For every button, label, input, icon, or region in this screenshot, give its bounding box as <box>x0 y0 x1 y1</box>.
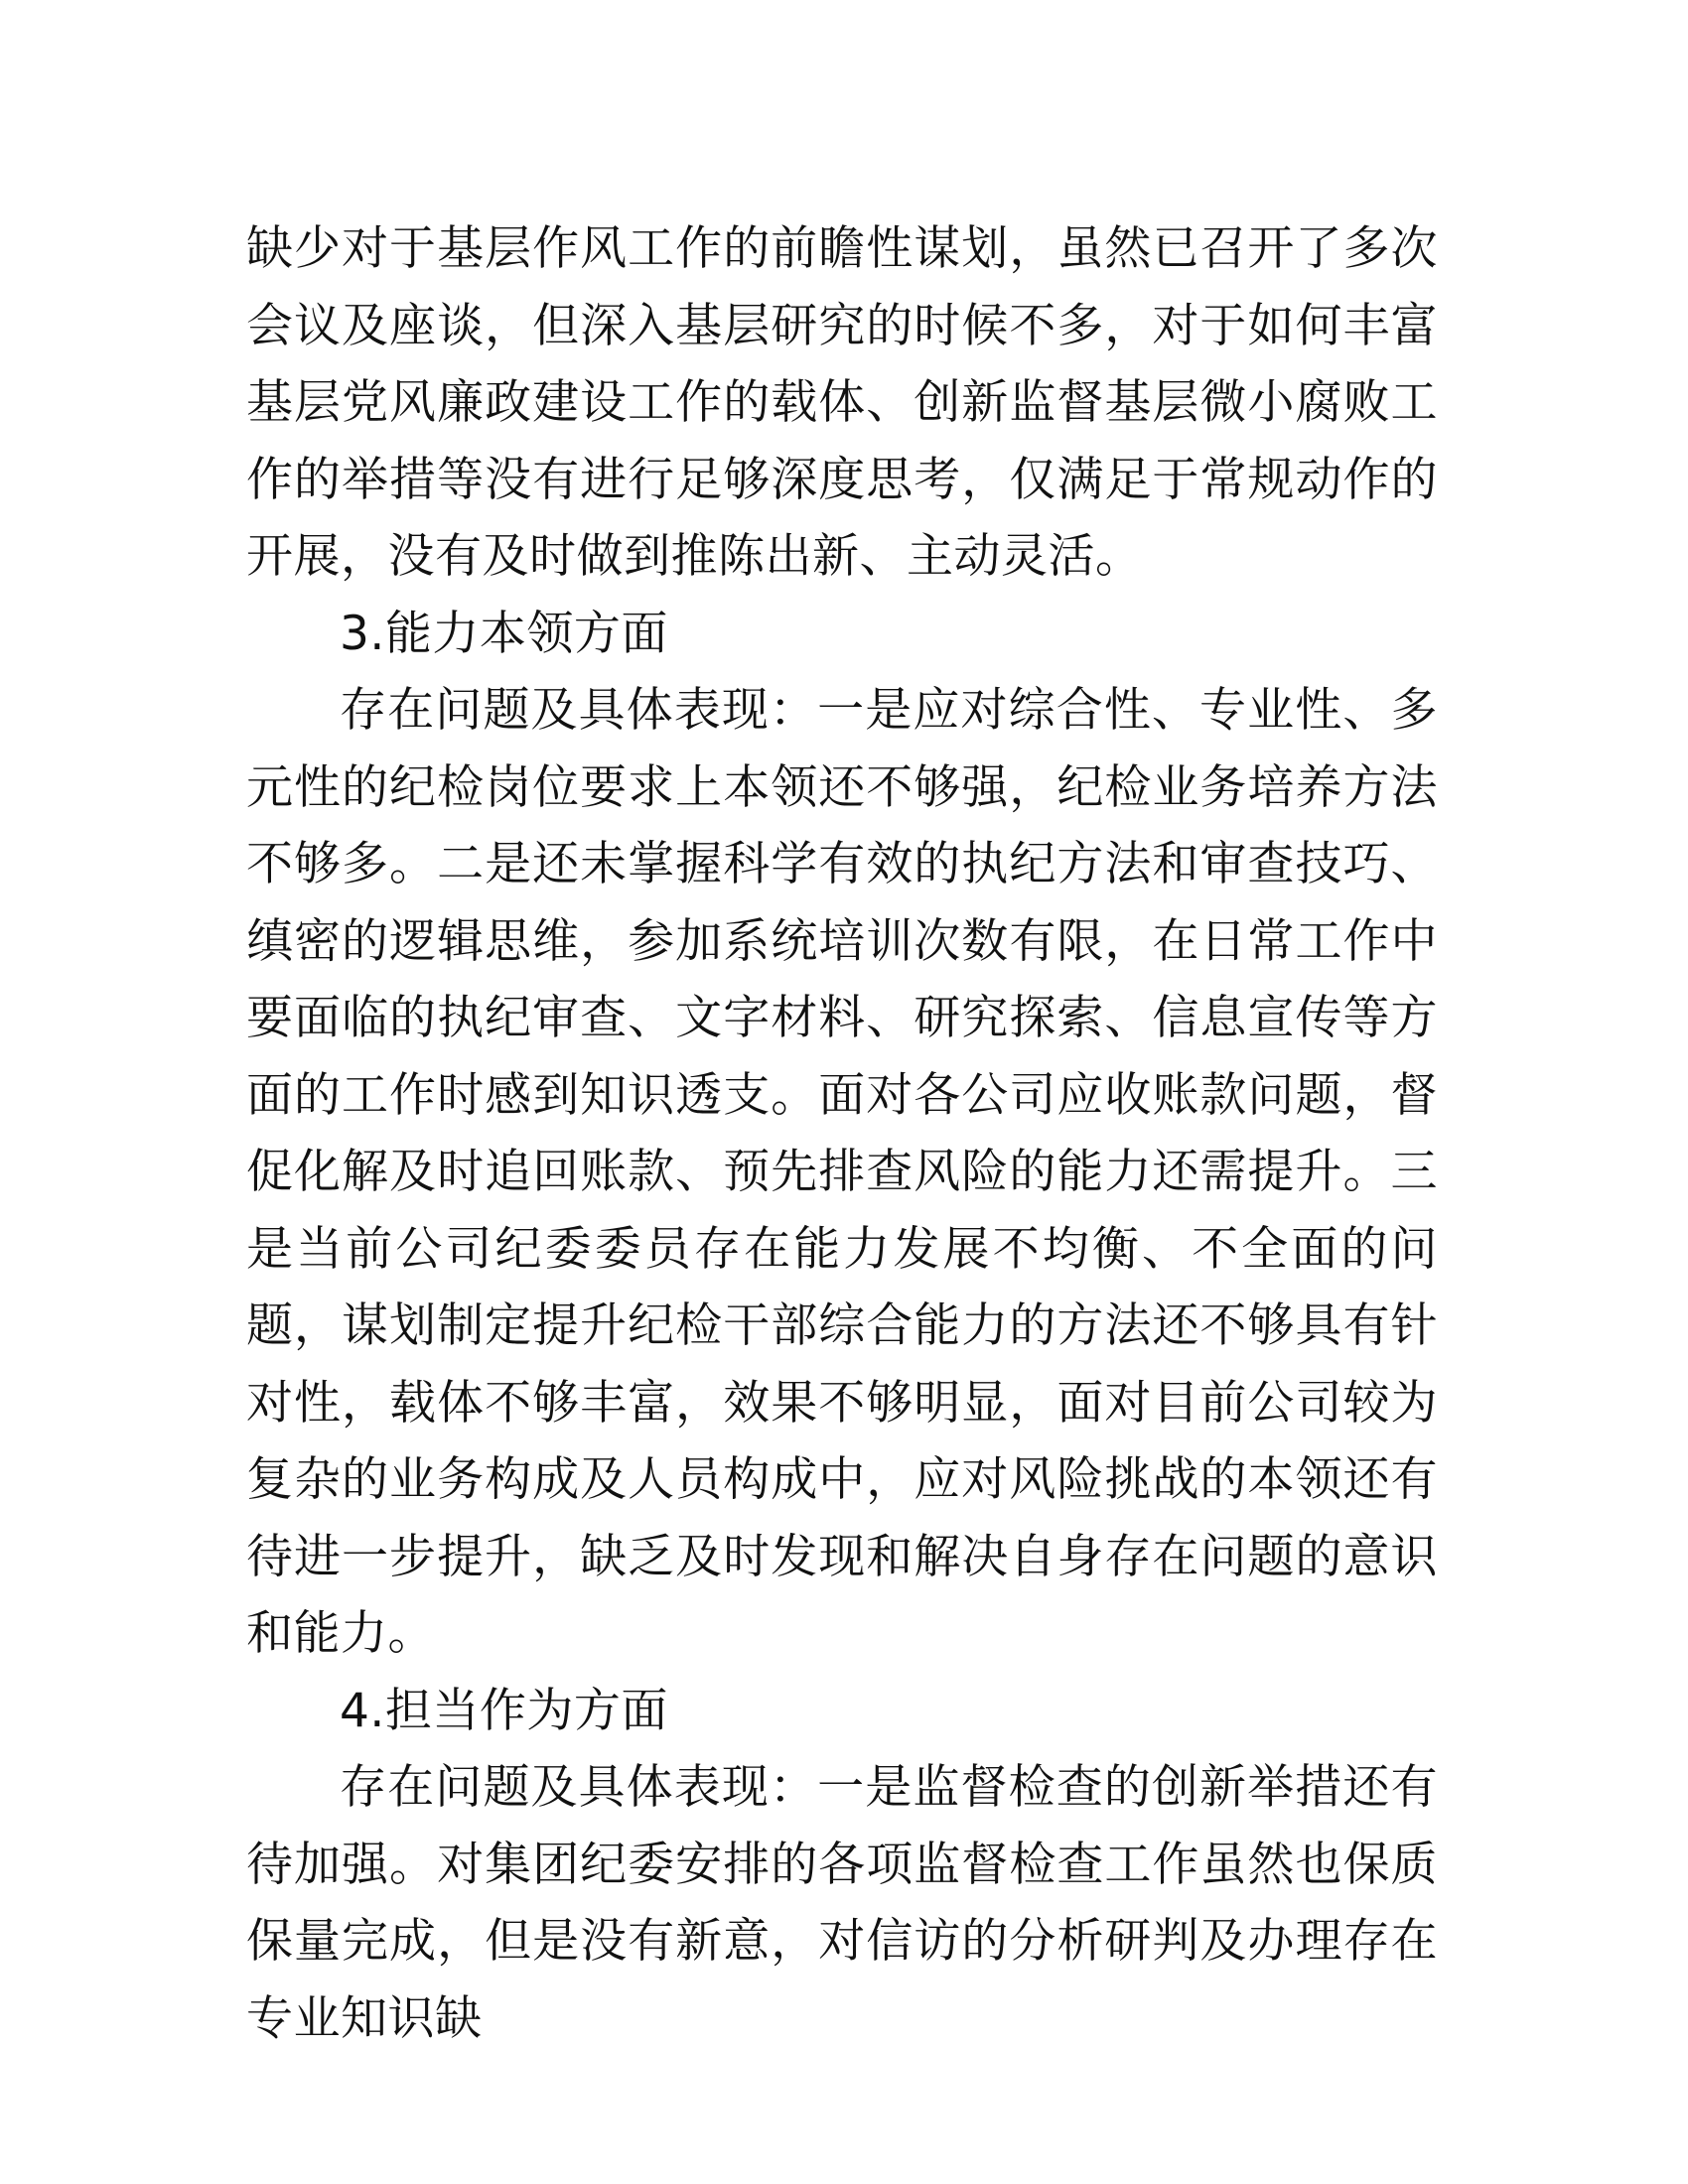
section-heading-responsibility: 4.担当作为方面 <box>340 1683 668 1738</box>
section-heading-ability: 3.能力本领方面 <box>340 606 668 661</box>
paragraph-continuation: 缺少对于基层作风工作的前瞻性谋划，虽然已召开了多次会议及座谈，但深入基层研究的时候不多，对于如何丰富基层党风廉政建设工作的载体、创新监督基层微小腐败工作的举措等没有进行足够深度思考，仅满足于常规动作的开展，没有及时做到推陈出新、主动灵活。 <box>246 221 1438 584</box>
document-body <box>246 210 1438 2057</box>
paragraph-ability-issues: 存在问题及具体表现：一是应对综合性、专业性、多元性的纪检岗位要求上本领还不够强，纪检业务培养方法不够多。二是还未掌握科学有效的执纪方法和审查技巧、缜密的逻辑思维，参加系统培训次数有限，在日常工作中要面临的执纪审查、文字材料、研究探索、信息宣传等方面的工作时感到知识透支。面对各公司应收账款问题，督促化解及时追回账款、预先排查风险的能力还需提升。三是当前公司纪委委员存在能力发展不均衡、不全面的问题，谋划制定提升纪检干部综合能力的方法还不够具有针对性，载体不够丰富，效果不够明显，面对目前公司较为复杂的业务构成及人员构成中，应对风险挑战的本领还有待进一步提升，缺乏及时发现和解决自身存在问题的意识和能力。 <box>246 683 1438 1661</box>
paragraph-responsibility-issues: 存在问题及具体表现：一是监督检查的创新举措还有待加强。对集团纪委安排的各项监督检查工作虽然也保质保量完成，但是没有新意，对信访的分析研判及办理存在专业知识缺 <box>246 1760 1438 2046</box>
